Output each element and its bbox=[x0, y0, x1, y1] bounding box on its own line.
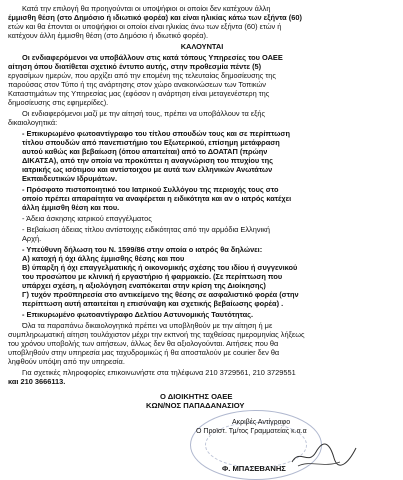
document-line: Οι ενδιαφερόμενοι μαζί με την αίτησή τους, πρέπει να υποβάλλουν τα εξής bbox=[22, 109, 266, 118]
document-line: Για σχετικές πληροφορίες επικοινωνήστε στα τηλέφωνα 210 3729561, 210 3729551 bbox=[22, 368, 296, 377]
document-line: - Άδεια άσκησης ιατρικού επαγγέλματος bbox=[22, 214, 152, 223]
document-line: Κατά την επιλογή θα προηγούνται οι υποψήφιοι οι οποίοι δεν κατέχουν άλλη bbox=[22, 4, 271, 13]
document-line: παρούσας στον Τύπο ή της ανάρτησης στον χώρο ανακοινώσεων των Τοπικών bbox=[8, 80, 266, 89]
document-line: - Πρόσφατο πιστοποιητικό του Ιατρικού Συλλόγου της περιοχής τους στο bbox=[22, 185, 279, 194]
document-line: ιατρικής ως ισότιμου και αντίστοιχου με αυτά των ελληνικών Ανωτάτων bbox=[22, 165, 273, 174]
document-line: - Βεβαίωση άδειας τίτλου αντίστοιχης ειδικότητας από την αρμόδια Ελληνική bbox=[22, 225, 270, 234]
document-line: υποβληθούν στην υπηρεσία μας ταχυδρομικώς ή θα αποσταλούν με courier δεν θα bbox=[8, 348, 280, 357]
document-line: Β) ύπαρξη ή όχι επαγγελματικής ή οικονομικής σχέσης του ιδίου ή συγγενικού bbox=[22, 263, 298, 272]
signature-role: Ο ΔΙΟΙΚΗΤΗΣ ΟΑΕΕ bbox=[160, 392, 233, 401]
document-line: ΚΑΛΟΥΝΤΑΙ bbox=[180, 42, 224, 51]
document-line: ληφθούν υπόψη από την υπηρεσία. bbox=[8, 357, 125, 366]
document-line: Καταστημάτων της Υπηρεσίας μας (εφόσον η ανάρτηση είναι μεταγενέστερη της bbox=[8, 89, 270, 98]
document-line: περίπτωση αυτή απαιτείται η επισύναψη και σχετικής βεβαίωσης φορέα) . bbox=[22, 299, 284, 308]
signer-name: Φ. ΜΠΑΣΕΒΑΝΗΣ bbox=[222, 464, 286, 473]
document-line: τίτλου σπουδών από πανεπιστήμιο του Εξωτερικού, επίσημη μετάφραση bbox=[22, 138, 280, 147]
document-line: ΔΙΚΑΤΣΑ), από την οποία να προκύπτει η αναγνώριση του πτυχίου της bbox=[22, 156, 273, 165]
document-line: δημοσίευσης στις εφημερίδες). bbox=[8, 98, 109, 107]
document-line: και 210 3666113. bbox=[8, 377, 66, 386]
document-line: του προσώπου με κλινική ή εργαστήριο ή φαρμακείο. (Σε περίπτωση που bbox=[22, 272, 283, 281]
document-line: Εκπαιδευτικών Ιδρυμάτων. bbox=[22, 174, 117, 183]
document-line: υπάρχει σχέση, η αξιολόγηση εναπόκειται στην κρίση της Διοίκησης) bbox=[22, 281, 266, 290]
document-line: - Υπεύθυνη δήλωση του Ν. 1599/86 στην οποία ο ιατρός θα δηλώνει: bbox=[22, 245, 263, 254]
document-line: συμπληρωματική αίτηση τουλάχιστον μέχρι την εκπνοή της ταχθείσας ημερομηνίας λήξεως bbox=[8, 330, 305, 339]
document-line: Γ) τυχόν προϋπηρεσία στο αντικείμενο της θέσης σε ασφαλιστικό φορέα (στην bbox=[22, 290, 299, 299]
document-line: - Επικυρωμένο φωτοαντίγραφο Δελτίου Αστυνομικής Ταυτότητας. bbox=[22, 310, 254, 319]
document-line: έμμισθη θέση (στο Δημόσιο ή ιδιωτικό φορέα) και είναι ηλικίας κάτω των εξήντα (60) bbox=[8, 13, 302, 22]
document-line: κατέχουν άλλη έμμισθη θέση (στο Δημόσιο ή ιδιωτικό φορέα). bbox=[8, 31, 209, 40]
document-line: εργασίμων ημερών, που αρχίζει από την επομένη της τελευταίας δημοσίευσης της bbox=[8, 71, 276, 80]
document-line: Όλα τα παραπάνω δικαιολογητικά πρέπει να υποβληθούν με την αίτηση ή με bbox=[22, 321, 273, 330]
signature-name: ΚΩΝ/ΝΟΣ ΠΑΠΑΔΑΝΑΣΙΟΥ bbox=[146, 401, 245, 410]
copy-stamp-line1: Ακριβές Αντίγραφο bbox=[232, 419, 291, 426]
document-line: - Επικυρωμένο φωτοαντίγραφο του τίτλου σπουδών τους και σε περίπτωση bbox=[22, 129, 290, 138]
document-line: οποίο πρέπει απαραίτητα να αναφέρεται η ειδικότητα και αν ο ιατρός κατέχει bbox=[22, 194, 292, 203]
document-line: Α) κατοχή ή όχι άλλης έμμισθης θέσης και που bbox=[22, 254, 185, 263]
document-line: άλλη έμμισθη θέση και που. bbox=[22, 203, 120, 212]
document-line: αυτού καθώς και βεβαίωση (όπου απαιτείται) από το ΔΟΑΤΑΠ (πρώην bbox=[22, 147, 268, 156]
copy-stamp-line2: Ο Προϊστ. Τμ/τος Γραμματείας κ.α.α bbox=[196, 428, 307, 435]
document-line: δικαιολογητικά: bbox=[8, 118, 58, 127]
document-line: Οι ενδιαφερόμενοι να υποβάλλουν στις κατά τόπους Υπηρεσίες του ΟΑΕΕ bbox=[22, 53, 283, 62]
document-line: ετών και θα έπονται οι υποψήφιοι οι οποίοι είναι ηλικίας άνω των εξήντα (60) ετών ή bbox=[8, 22, 282, 31]
document-line: αίτηση όπου διατίθεται σχετικό έντυπο αυτής, στην προθεσμία πέντε (5) bbox=[8, 62, 262, 71]
document-line: του χρόνου υποβολής των αιτήσεων, άλλως δεν θα αξιολογούνται. Αιτήσεις που θα bbox=[8, 339, 279, 348]
handwritten-signature bbox=[290, 440, 360, 470]
document-line: Αρχή. bbox=[22, 234, 42, 243]
